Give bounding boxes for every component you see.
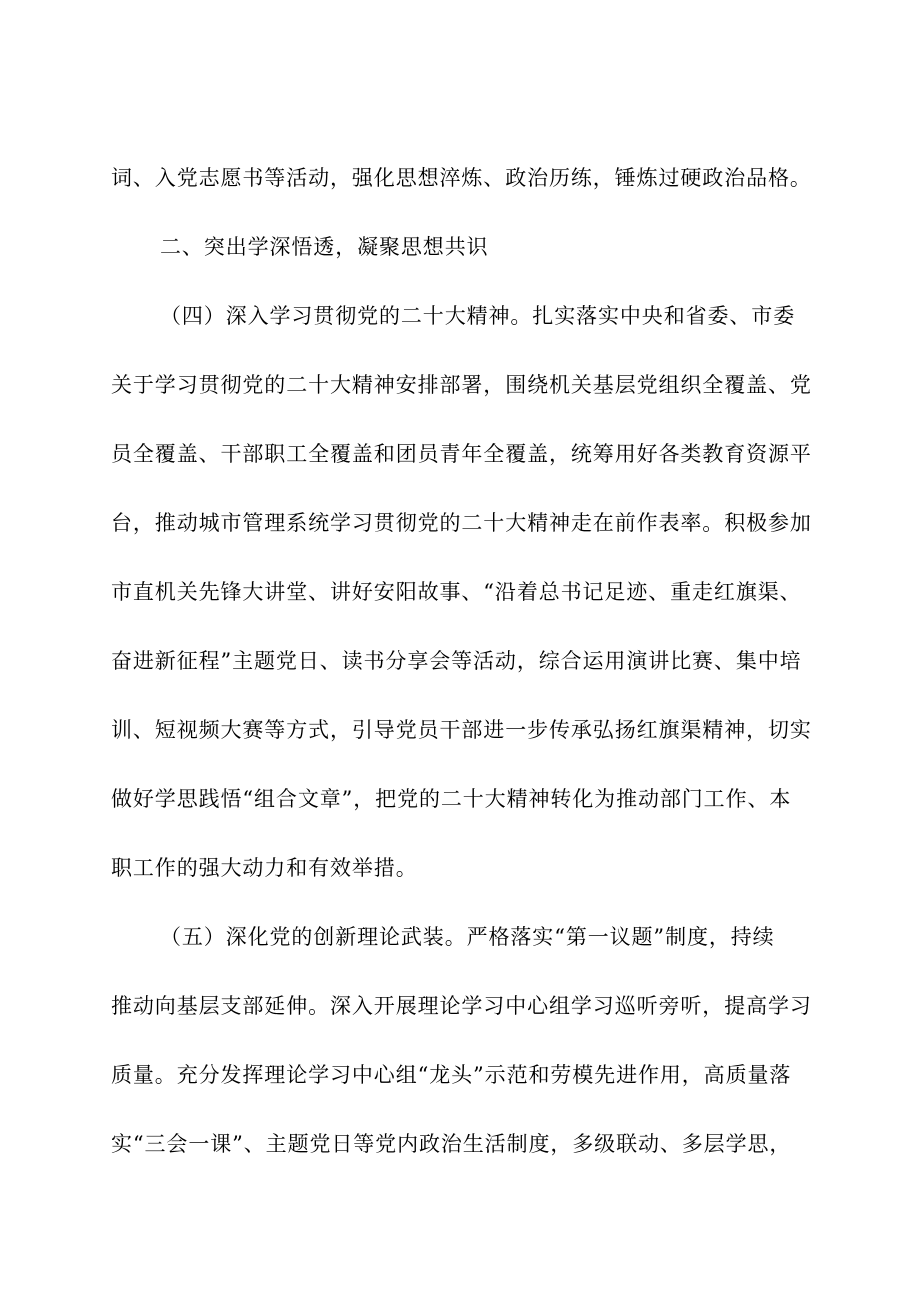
- text-line: 推动向基层支部延伸。深入开展理论学习中心组学习巡听旁听，提高学习: [111, 994, 812, 1018]
- text-line: （四）深入学习贯彻党的二十大精神。扎实落实中央和省委、市委: [160, 304, 796, 328]
- section-heading: 二、突出学深悟透，凝聚思想共识: [160, 235, 489, 259]
- text-line: （五）深化党的创新理论武装。严格落实“第一议题”制度，持续: [160, 925, 775, 949]
- text-line: 做好学思践悟“组合文章”，把党的二十大精神转化为推动部门工作、本: [111, 787, 792, 811]
- text-line: 市直机关先锋大讲堂、讲好安阳故事、“沿着总书记足迹、重走红旗渠、: [111, 580, 802, 604]
- text-line: 职工作的强大动力和有效举措。: [111, 856, 418, 880]
- text-line: 关于学习贯彻党的二十大精神安排部署，围绕机关基层党组织全覆盖、党: [111, 373, 812, 397]
- text-line: 实“三会一课”、主题党日等党内政治生活制度，多级联动、多层学思，: [111, 1132, 792, 1156]
- text-line: 训、短视频大赛等方式，引导党员干部进一步传承弘扬红旗渠精神，切实: [111, 718, 812, 742]
- text-line: 词、入党志愿书等活动，强化思想淬炼、政治历练，锤炼过硬政治品格。: [111, 166, 812, 190]
- text-line: 质量。充分发挥理论学习中心组“龙头”示范和劳模先进作用，高质量落: [111, 1063, 792, 1087]
- text-line: 台，推动城市管理系统学习贯彻党的二十大精神走在前作表率。积极参加: [111, 511, 812, 535]
- text-line: 员全覆盖、干部职工全覆盖和团员青年全覆盖，统筹用好各类教育资源平: [111, 442, 812, 466]
- text-line: 奋进新征程”主题党日、读书分享会等活动，综合运用演讲比赛、集中培: [111, 649, 802, 673]
